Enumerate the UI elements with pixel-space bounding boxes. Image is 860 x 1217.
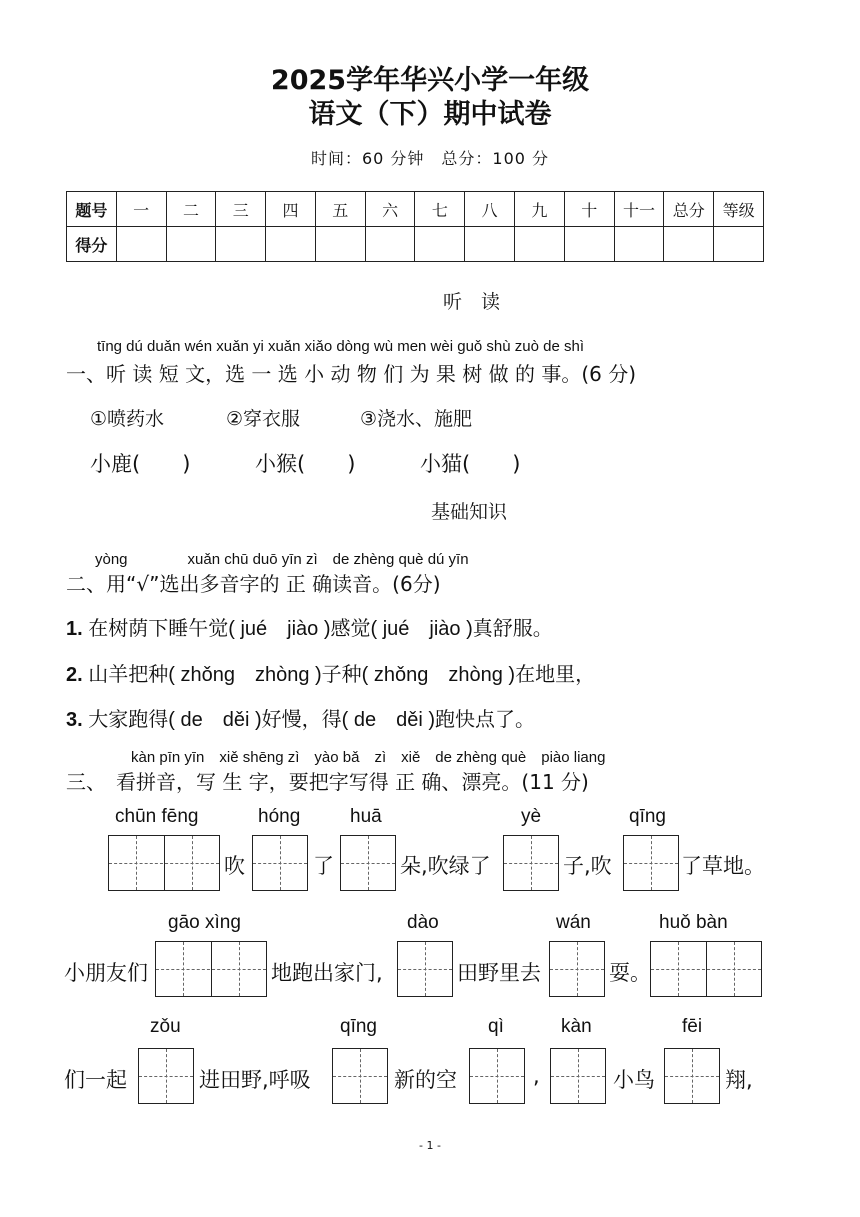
r1-text-3: 朵,吹绿了: [400, 854, 491, 878]
score-col: 七: [415, 192, 465, 227]
score-cell[interactable]: [116, 227, 166, 262]
writing-box-chunfeng[interactable]: [108, 835, 220, 891]
r2-text-1: 小朋友们: [64, 961, 148, 985]
score-cell[interactable]: [664, 227, 714, 262]
score-col: 总分: [664, 192, 714, 227]
writing-box-ye[interactable]: [503, 835, 559, 891]
r1-text-1: 吹: [224, 854, 245, 878]
q1-option-3: ③浇水、施肥: [360, 408, 473, 430]
q2-item-text: 山羊把种( zhǒng zhòng )子种( zhǒng zhòng )在地里，: [88, 664, 596, 686]
r3-text-2: 进田野,呼吸: [199, 1068, 311, 1092]
writing-box-gaoxing[interactable]: [155, 941, 267, 997]
score-col: 一: [116, 192, 166, 227]
writing-box-hong[interactable]: [252, 835, 308, 891]
q2-item-3[interactable]: [66, 703, 535, 732]
writing-box-huoban[interactable]: [650, 941, 762, 997]
score-col: 四: [266, 192, 316, 227]
score-cell[interactable]: [365, 227, 415, 262]
r1-pinyin-qing: qīng: [629, 806, 666, 827]
r2-text-2: 地跑出家门,: [271, 961, 383, 985]
q3-pinyin: kàn pīn yīn xiě shēng zì yào bǎ zì xiě de zhèng què piào liang: [131, 749, 606, 766]
q1-option-2: ②穿衣服: [226, 408, 301, 430]
r1-pinyin-chunfeng: chūn fēng: [115, 806, 199, 827]
r2-pinyin-dao: dào: [407, 912, 439, 933]
r3-text-1: 们一起: [64, 1068, 127, 1092]
score-cell[interactable]: [266, 227, 316, 262]
r1-pinyin-hong: hóng: [258, 806, 301, 827]
score-col: 十一: [614, 192, 664, 227]
score-col: 九: [515, 192, 565, 227]
exam-meta: 时间：60 分钟 总分：100 分: [310, 149, 550, 168]
score-col: 六: [365, 192, 415, 227]
r1-text-2: 了: [313, 854, 334, 878]
q1-blank-deer[interactable]: 小鹿( ): [90, 452, 191, 476]
q2-item-num: 2.: [66, 664, 83, 686]
score-col: 等级: [714, 192, 764, 227]
q2-item-text: 大家跑得( de děi )好慢，得( de děi )跑快点了。: [88, 709, 535, 731]
score-cell[interactable]: [166, 227, 216, 262]
writing-box-qing2[interactable]: [332, 1048, 388, 1104]
score-cell[interactable]: [564, 227, 614, 262]
score-cell[interactable]: [515, 227, 565, 262]
r1-text-5: 了草地。: [681, 854, 765, 878]
r3-text-3: 新的空: [394, 1068, 457, 1092]
score-cell[interactable]: [415, 227, 465, 262]
writing-box-qi[interactable]: [469, 1048, 525, 1104]
writing-box-zou[interactable]: [138, 1048, 194, 1104]
section-basic-label: 基础知识: [431, 501, 508, 523]
score-cell[interactable]: [714, 227, 764, 262]
r3-pinyin-fei: fēi: [682, 1016, 703, 1037]
r3-pinyin-qing: qīng: [340, 1016, 377, 1037]
r3-text-5: 小鸟: [613, 1068, 655, 1092]
exam-title-line1: 2025学年华兴小学一年级: [270, 65, 590, 96]
score-cell[interactable]: [614, 227, 664, 262]
writing-box-dao[interactable]: [397, 941, 453, 997]
score-row1-label: 题号: [67, 192, 117, 227]
q3-text: 三、 看拼音，写 生 字，要把字写得 正 确、漂亮。(11 分): [66, 770, 589, 794]
r3-text-4: ,: [533, 1064, 540, 1088]
r1-pinyin-hua: huā: [350, 806, 382, 827]
writing-box-fei[interactable]: [664, 1048, 720, 1104]
r2-pinyin-wan: wán: [556, 912, 591, 933]
q2-text: 二、用“√”选出多音字的 正 确读音。(6分): [66, 572, 441, 596]
section-listen-label: 听 读: [443, 291, 501, 313]
r2-text-3: 田野里去: [457, 961, 541, 985]
score-col: 十: [564, 192, 614, 227]
q2-item-2[interactable]: [66, 658, 595, 687]
r3-pinyin-kan: kàn: [561, 1016, 592, 1037]
score-value-row: [67, 227, 764, 262]
q1-pinyin: tīng dú duǎn wén xuǎn yi xuǎn xiǎo dòng wù men wèi guǒ shù zuò de shì: [97, 338, 584, 355]
r2-pinyin-gaoxing: gāo xìng: [168, 912, 241, 933]
writing-box-kan[interactable]: [550, 1048, 606, 1104]
score-header-row: [67, 192, 764, 227]
r1-text-4: 子,吹: [563, 854, 612, 878]
r1-pinyin-ye: yè: [521, 806, 542, 827]
score-cell[interactable]: [465, 227, 515, 262]
r3-pinyin-zou: zǒu: [150, 1016, 181, 1037]
r2-pinyin-huoban: huǒ bàn: [659, 912, 728, 933]
q2-item-num: 1.: [66, 618, 83, 640]
exam-title-line2: 语文（下）期中试卷: [308, 99, 552, 130]
q1-text: 一、听 读 短 文，选 一 选 小 动 物 们 为 果 树 做 的 事。(6 分): [66, 362, 637, 386]
writing-box-qing[interactable]: [623, 835, 679, 891]
r3-pinyin-qi: qì: [488, 1016, 504, 1037]
q1-blank-monkey[interactable]: 小猴( ): [255, 452, 356, 476]
score-row2-label: 得分: [67, 227, 117, 262]
score-col: 二: [166, 192, 216, 227]
score-table: [66, 191, 764, 262]
writing-box-hua[interactable]: [340, 835, 396, 891]
score-col: 八: [465, 192, 515, 227]
page-number: - 1 -: [419, 1139, 441, 1152]
q2-item-1[interactable]: [66, 612, 553, 641]
q2-item-text: 在树荫下睡午觉( jué jiào )感觉( jué jiào )真舒服。: [88, 618, 553, 640]
q2-pinyin: yòng xuǎn chū duō yīn zì de zhèng què dú yīn: [95, 551, 469, 568]
q2-item-num: 3.: [66, 709, 83, 731]
score-col: 三: [216, 192, 266, 227]
score-cell[interactable]: [216, 227, 266, 262]
r3-text-6: 翔,: [725, 1068, 753, 1092]
r2-text-4: 耍。: [609, 961, 651, 985]
score-col: 五: [315, 192, 365, 227]
score-cell[interactable]: [315, 227, 365, 262]
q1-blank-cat[interactable]: 小猫( ): [420, 452, 521, 476]
q1-option-1: ①喷药水: [90, 408, 165, 430]
writing-box-wan[interactable]: [549, 941, 605, 997]
